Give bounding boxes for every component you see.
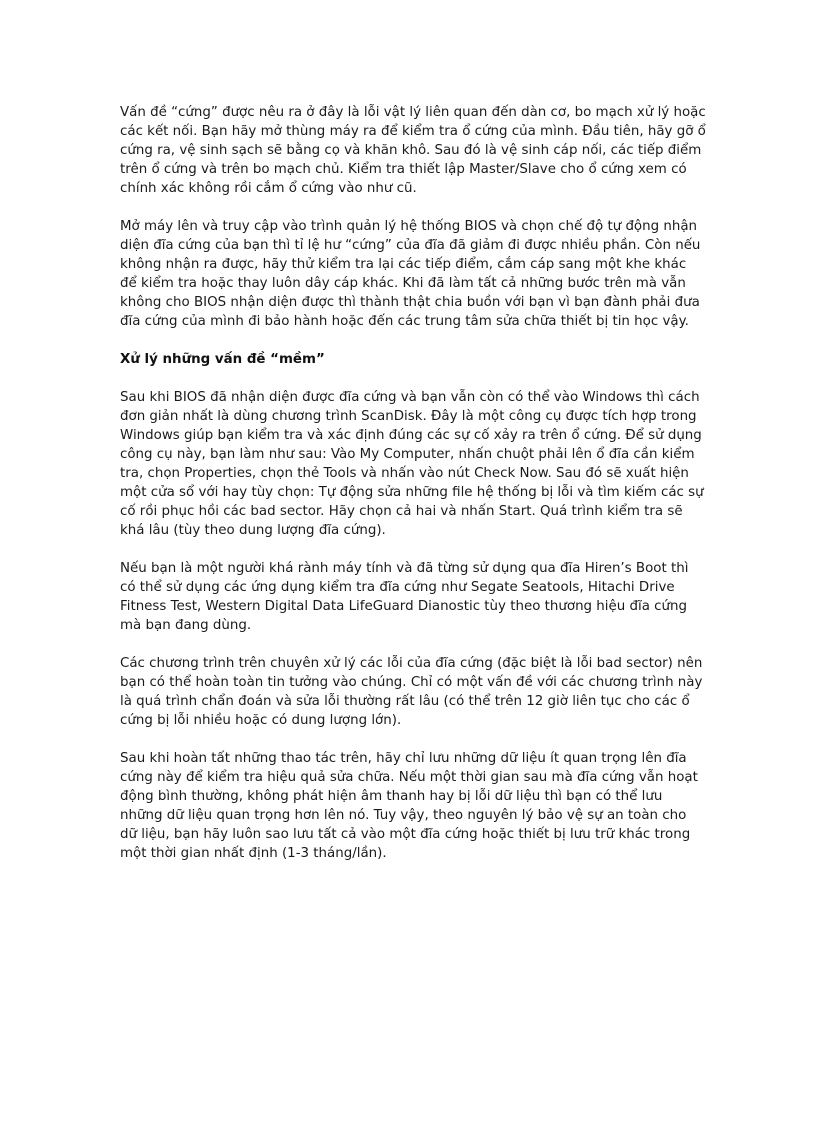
paragraph-hirens-boot: Nếu bạn là một người khá rành máy tính và đã từng sử dụng qua đĩa Hiren’s Boot thì có thể sử dụng các ứng dụng kiểm tra đĩa cứng như Segate Seatools, Hitachi Drive Fitness Test, Western Digital Data LifeGuard Dianostic tùy theo thương hiệu đĩa cứng mà bạn đang dùng. [120, 561, 689, 633]
paragraph-bad-sector-tools: Các chương trình trên chuyên xử lý các lỗi của đĩa cứng (đặc biệt là lỗi bad sector) nên bạn có thể hoàn toàn tin tưởng vào chúng. Chỉ có một vấn đề với các chương trình này là quá trình chẩn đoán và sửa lỗi thường rất lâu (có thể trên 12 giờ liên tục cho các ổ cứng bị lỗi nhiều hoặc có dung lượng lớn). [120, 656, 703, 728]
paragraph-backup-advice: Sau khi hoàn tất những thao tác trên, hãy chỉ lưu những dữ liệu ít quan trọng lên đĩa cứng này để kiểm tra hiệu quả sửa chữa. Nếu một thời gian sau mà đĩa cứng vẫn hoạt động bình thường, không phát hiện âm thanh hay bị lỗi dữ liệu thì bạn có thể lưu những dữ liệu quan trọng hơn lên nó. Tuy vậy, theo nguyên lý bảo vệ sự an toàn cho dữ liệu, bạn hãy luôn sao lưu tất cả vào một đĩa cứng hoặc thiết bị lưu trữ khác trong một thời gian nhất định (1-3 tháng/lần). [120, 751, 698, 861]
paragraph-bios-detect: Mở máy lên và truy cập vào trình quản lý hệ thống BIOS và chọn chế độ tự động nhận diện đĩa cứng của bạn thì tỉ lệ hư “cứng” của đĩa đã giảm đi được nhiều phần. Còn nếu không nhận ra được, hãy thử kiểm tra lại các tiếp điểm, cắm cáp sang một khe khác để kiểm tra hoặc thay luôn dây cáp khác. Khi đã làm tất cả những bước trên mà vẫn không cho BIOS nhận diện được thì thành thật chia buồn với bạn vì bạn đành phải đưa đĩa cứng của mình đi bảo hành hoặc đến các trung tâm sửa chữa thiết bị tin học vậy. [120, 219, 701, 329]
paragraph-hardware-check: Vấn đề “cứng” được nêu ra ở đây là lỗi vật lý liên quan đến dàn cơ, bo mạch xử lý hoặc các kết nối. Bạn hãy mở thùng máy ra để kiểm tra ổ cứng của mình. Đầu tiên, hãy gỡ ổ cứng ra, vệ sinh sạch sẽ bằng cọ và khăn khô. Sau đó là vệ sinh cáp nối, các tiếp điểm trên ổ cứng và trên bo mạch chủ. Kiểm tra thiết lập Master/Slave cho ổ cứng xem có chính xác không rồi cắm ổ cứng vào như cũ. [120, 105, 706, 196]
section-heading: Xử lý những vấn đề “mềm” [120, 352, 325, 367]
paragraph-scandisk: Sau khi BIOS đã nhận diện được đĩa cứng và bạn vẫn còn có thể vào Windows thì cách đơn giản nhất là dùng chương trình ScanDisk. Đây là một công cụ được tích hợp trong Windows giúp bạn kiểm tra và xác định đúng các sự cố xảy ra trên ổ cứng. Để sử dụng công cụ này, bạn làm như sau: Vào My Computer, nhấn chuột phải lên ổ đĩa cần kiểm tra, chọn Properties, chọn thẻ Tools và nhấn vào nút Check Now. Sau đó sẽ xuất hiện một cửa sổ với hay tùy chọn: Tự động sửa những file hệ thống bị lỗi và tìm kiếm các sự cố rồi phục hồi các bad sector. Hãy chọn cả hai và nhấn Start. Quá trình kiểm tra sẽ khá lâu (tùy theo dung lượng đĩa cứng). [120, 390, 704, 538]
document-body [120, 103, 706, 882]
